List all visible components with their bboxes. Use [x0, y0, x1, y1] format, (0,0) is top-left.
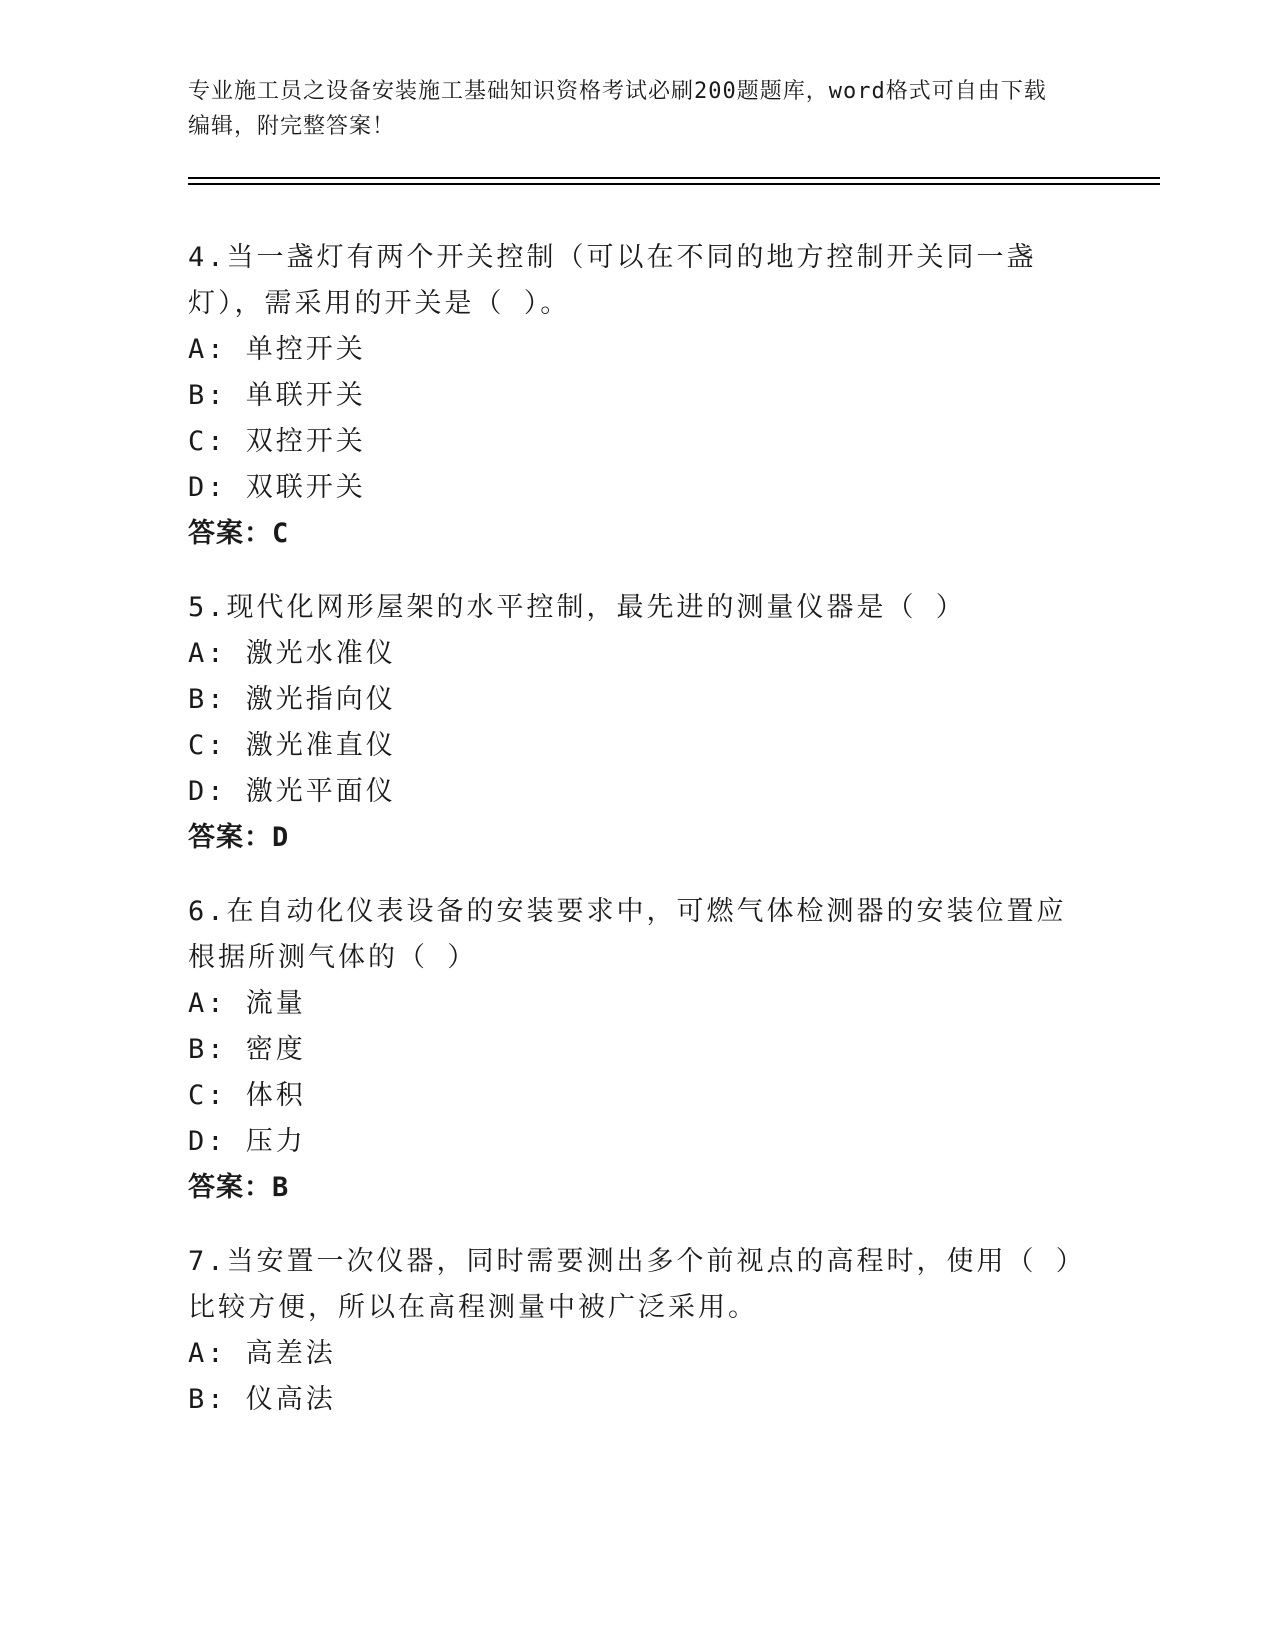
- option-c: C: 双控开关: [188, 426, 366, 457]
- option-a: A: 流量: [188, 988, 306, 1019]
- question-stem: 4.当一盏灯有两个开关控制（可以在不同的地方控制开关同一盏灯），需采用的开关是（ ）。: [188, 242, 1037, 319]
- option-c: C: 体积: [188, 1080, 306, 1111]
- option-b: B: 激光指向仪: [188, 684, 396, 715]
- option-a: A: 单控开关: [188, 334, 366, 365]
- header-divider-top: [188, 177, 1160, 179]
- document-intro: 专业施工员之设备安装施工基础知识资格考试必刷200题题库，word格式可自由下载编辑，附完整答案！: [188, 79, 1047, 139]
- question-stem: 7.当安置一次仪器，同时需要测出多个前视点的高程时，使用（ ）比较方便，所以在高程测量中被广泛采用。: [188, 1246, 1086, 1323]
- option-b: B: 单联开关: [188, 380, 366, 411]
- question-stem: 5.现代化网形屋架的水平控制，最先进的测量仪器是（ ）: [188, 592, 966, 623]
- answer: 答案：B: [188, 1172, 290, 1203]
- question-5: [188, 585, 1088, 861]
- option-a: A: 激光水准仪: [188, 638, 396, 669]
- question-6: [188, 889, 1088, 1211]
- question-7: [188, 1239, 1088, 1423]
- option-d: D: 双联开关: [188, 472, 366, 503]
- question-list: [188, 235, 1088, 1451]
- option-a: A: 高差法: [188, 1338, 336, 1369]
- option-d: D: 激光平面仪: [188, 776, 396, 807]
- answer: 答案：D: [188, 822, 290, 853]
- question-4: [188, 235, 1088, 557]
- option-b: B: 仪高法: [188, 1384, 336, 1415]
- option-d: D: 压力: [188, 1126, 306, 1157]
- header-divider-bottom: [188, 183, 1160, 185]
- answer: 答案：C: [188, 518, 290, 549]
- option-b: B: 密度: [188, 1034, 306, 1065]
- option-c: C: 激光准直仪: [188, 730, 396, 761]
- question-stem: 6.在自动化仪表设备的安装要求中，可燃气体检测器的安装位置应根据所测气体的（ ）: [188, 896, 1067, 973]
